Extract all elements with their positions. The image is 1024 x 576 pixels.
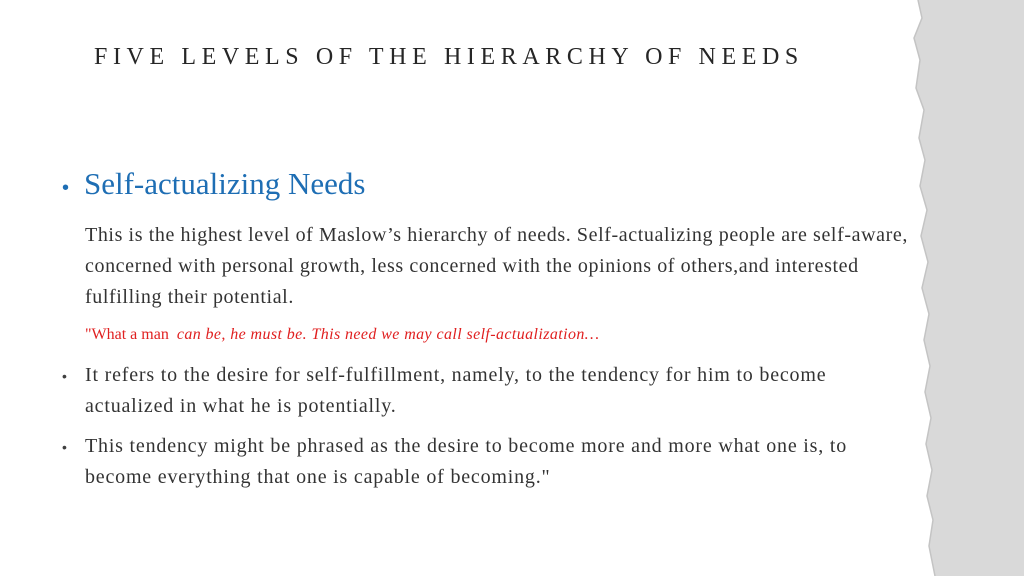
heading-row: [62, 166, 365, 202]
maslow-quote: [85, 323, 905, 347]
list-item-text: This tendency might be phrased as the desire to become more and more what one is, to become everything that one is capable of becoming.": [85, 435, 847, 488]
slide-title: FIVE LEVELS OF THE HIERARCHY OF NEEDS: [94, 44, 804, 70]
bullet-icon: •: [62, 368, 67, 384]
list-item: [62, 360, 922, 422]
bullet-icon: •: [62, 439, 67, 455]
list-item: [62, 431, 922, 493]
quote-rest: can be, he must be. This need we may call self-actualization…: [176, 326, 600, 343]
description-paragraph: This is the highest level of Maslow’s hierarchy of needs. Self-actualizing people are self-aware, concerned with personal growth, less concerned with the opinions of others,and interested fulfilling their potential.: [85, 224, 908, 308]
section-heading: Self-actualizing Needs: [84, 166, 366, 201]
quote-lead: "What a man: [85, 326, 169, 343]
list-item-text: It refers to the desire for self-fulfillment, namely, to the tendency for him to become actualized in what he is potentially.: [85, 364, 827, 417]
bullet-icon: •: [62, 177, 70, 199]
bullet-list: [62, 360, 922, 502]
